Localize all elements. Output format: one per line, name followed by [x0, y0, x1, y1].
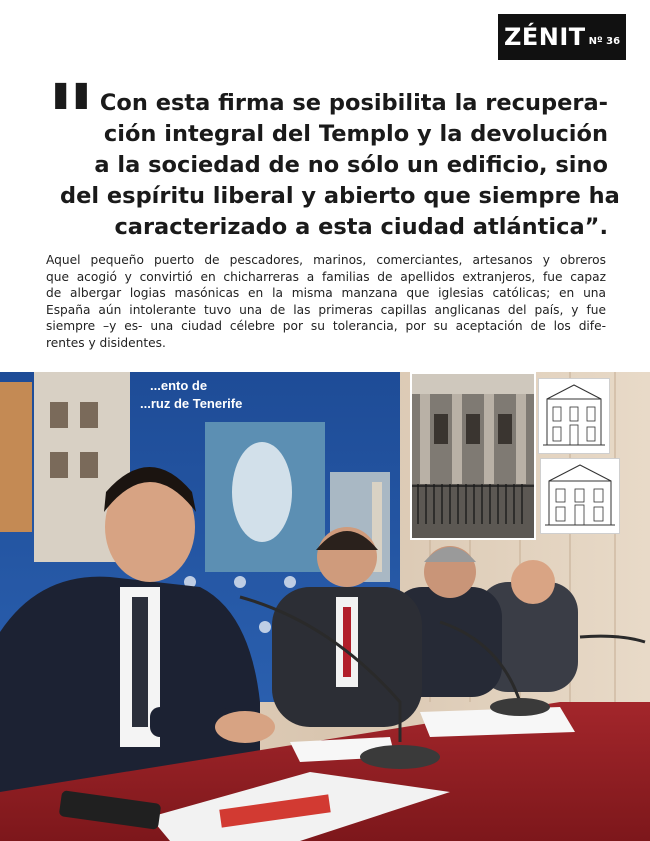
body-line: rentes y disidentes.	[46, 335, 166, 350]
backdrop-text: ...ento de	[150, 378, 208, 393]
body-line: de albergar logias masónicas en la misma manzana que iglesias católicas; en una	[46, 286, 606, 301]
body-line: que acogió y convirtió en chicharreras a familias de apellidos extranjeros, fue capaz	[46, 269, 606, 284]
church-photo-inset	[410, 372, 536, 540]
backdrop-text: ...ruz de Tenerife	[140, 396, 243, 411]
facade-drawing-icon	[541, 459, 619, 533]
pull-quote	[60, 88, 620, 243]
body-paragraph	[46, 252, 606, 352]
church-facade-illustration	[412, 374, 534, 538]
body-line: España aún intolerante tuvo una de las primeras capillas anglicanas del país, y fue	[46, 302, 606, 317]
facade-drawing-icon	[539, 379, 609, 453]
pull-quote-line: a la sociedad de no sólo un edificio, sino	[94, 152, 608, 178]
church-drawing-bottom	[540, 458, 620, 534]
issue-number: Nº 36	[588, 35, 621, 47]
body-line: siempre –y es- una ciudad célebre por su tolerancia, por su aceptación de los dife-	[46, 319, 606, 334]
magazine-name: ZÉNIT	[503, 23, 586, 51]
body-line: Aquel pequeño puerto de pescadores, marinos, comerciantes, artesanos y obreros	[46, 253, 606, 267]
pull-quote-line: del espíritu liberal y abierto que siempre ha	[60, 183, 620, 209]
masthead	[498, 14, 626, 60]
church-drawing-top	[538, 378, 610, 454]
pull-quote-line: Con esta firma se posibilita la recupera-	[99, 90, 608, 116]
pull-quote-line: caracterizado a esta ciudad atlántica”.	[114, 214, 608, 240]
quote-mark-icon: "	[46, 63, 97, 176]
pull-quote-line: ción integral del Templo y la devolución	[103, 121, 608, 147]
